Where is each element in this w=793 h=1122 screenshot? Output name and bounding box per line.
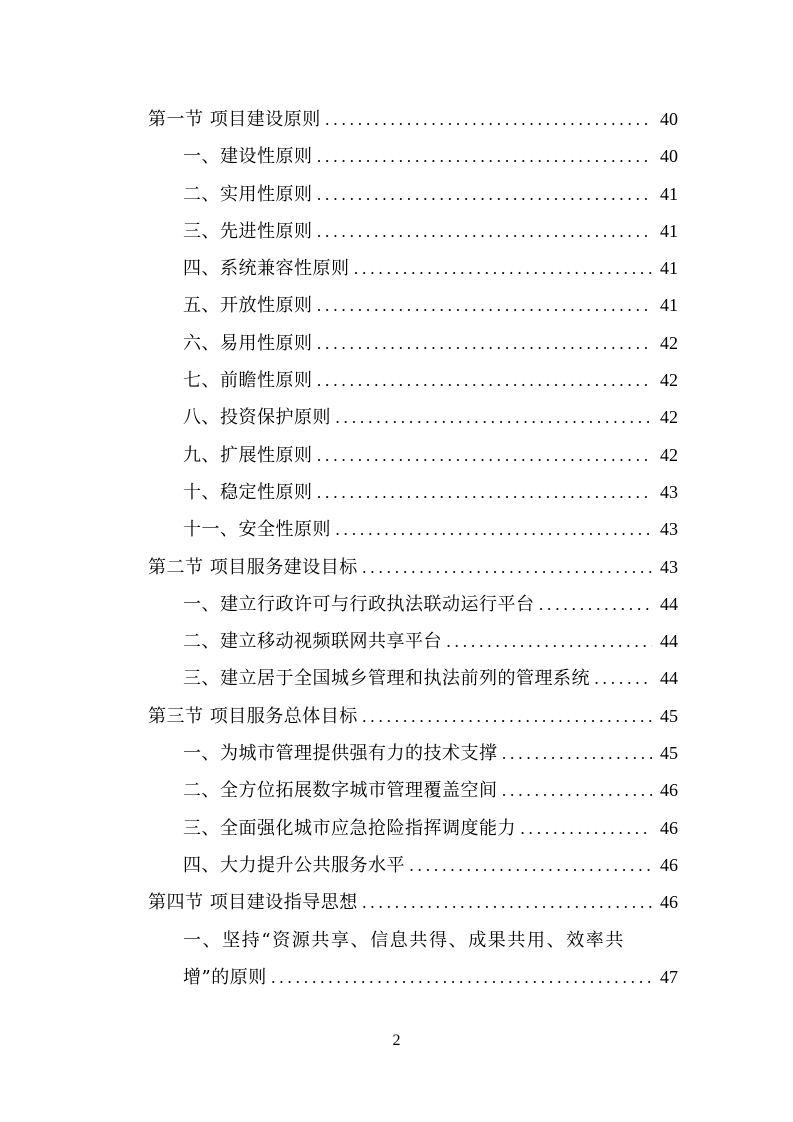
- toc-entry-label: 二、实用性原则: [183, 183, 313, 205]
- toc-leader-dots: [409, 847, 652, 884]
- toc-entry-label: 一、建立行政许可与行政执法联动运行平台: [183, 593, 535, 615]
- table-of-contents: [148, 101, 678, 996]
- toc-leader-dots: [335, 511, 652, 548]
- toc-entry-label: 二、全方位拓展数字城市管理覆盖空间: [183, 780, 498, 802]
- toc-leader-dots: [539, 586, 653, 623]
- toc-entry-page: 44: [660, 593, 678, 614]
- toc-entry-label: 一、坚持“资源共享、信息共得、成果共用、效率共: [183, 929, 625, 951]
- toc-section-entry[interactable]: [148, 549, 678, 586]
- toc-entry-page: 41: [660, 220, 678, 241]
- toc-entry-label: 八、投资保护原则: [183, 407, 331, 429]
- toc-leader-dots: [317, 287, 653, 324]
- toc-subsection-entry[interactable]: [148, 138, 678, 175]
- toc-leader-dots: [317, 474, 653, 511]
- toc-entry-page: 40: [660, 109, 678, 129]
- toc-subsection-entry[interactable]: [148, 250, 678, 287]
- toc-entry-label: 七、前瞻性原则: [183, 370, 313, 392]
- toc-leader-dots: [317, 176, 653, 213]
- toc-entry-page: 46: [660, 854, 678, 875]
- toc-entry-page: 41: [660, 183, 678, 204]
- toc-entry-page: 45: [660, 705, 678, 726]
- toc-leader-dots: [325, 101, 652, 138]
- toc-entry-page: 42: [660, 370, 678, 391]
- toc-entry-label: 二、建立移动视频联网共享平台: [183, 631, 442, 653]
- toc-entry-label: 三、全面强化城市应急抢险指挥调度能力: [183, 817, 516, 839]
- toc-entry-page: 41: [660, 295, 678, 316]
- toc-entry-label: 第二节 项目服务建设目标: [148, 556, 358, 578]
- toc-leader-dots: [354, 250, 653, 287]
- toc-subsection-entry[interactable]: [148, 660, 678, 697]
- toc-subsection-entry[interactable]: [148, 213, 678, 250]
- toc-subsection-entry[interactable]: [148, 586, 678, 623]
- toc-leader-dots: [446, 623, 652, 660]
- toc-list: [148, 101, 678, 922]
- toc-subsection-entry[interactable]: [148, 847, 678, 884]
- toc-leader-dots: [502, 735, 653, 772]
- toc-leader-dots: [594, 660, 652, 697]
- toc-entry-label: 第一节 项目建设原则: [148, 109, 321, 130]
- toc-subsection-entry[interactable]: [148, 474, 678, 511]
- toc-entry-label: 三、建立居于全国城乡管理和执法前列的管理系统: [183, 668, 590, 690]
- toc-entry-page: 46: [660, 892, 678, 913]
- toc-subsection-entry[interactable]: [148, 325, 678, 362]
- toc-entry-label: 增”的原则: [183, 966, 267, 988]
- toc-entry-label: 十、稳定性原则: [183, 481, 313, 503]
- toc-leader-dots: [362, 884, 652, 921]
- toc-entry-page: 47: [660, 966, 678, 987]
- toc-leader-dots: [317, 437, 653, 474]
- toc-leader-dots: [502, 772, 653, 809]
- toc-entry-label: 一、建设性原则: [183, 146, 313, 168]
- toc-leader-dots: [317, 138, 653, 175]
- toc-entry-page: 45: [660, 743, 678, 764]
- toc-subsection-entry[interactable]: [148, 623, 678, 660]
- toc-entry-label: 五、开放性原则: [183, 295, 313, 317]
- toc-entry-label: 九、扩展性原则: [183, 444, 313, 466]
- toc-entry-wrapped[interactable]: [148, 922, 678, 959]
- toc-leader-dots: [317, 213, 653, 250]
- toc-entry-label: 第四节 项目建设指导思想: [148, 892, 358, 914]
- toc-entry-page: 40: [660, 146, 678, 167]
- toc-subsection-entry[interactable]: [148, 772, 678, 809]
- page-number: 2: [392, 1032, 401, 1049]
- toc-leader-dots: [362, 698, 652, 735]
- toc-entry-label: 四、大力提升公共服务水平: [183, 854, 405, 876]
- toc-subsection-entry[interactable]: [148, 810, 678, 847]
- toc-entry-page: 46: [660, 817, 678, 838]
- toc-entry-label: 四、系统兼容性原则: [183, 258, 350, 280]
- toc-entry-page: 42: [660, 444, 678, 465]
- toc-entry-page: 43: [660, 556, 678, 577]
- toc-entry-wrapped-continuation[interactable]: [148, 959, 678, 996]
- toc-subsection-entry[interactable]: [148, 399, 678, 436]
- toc-entry-page: 46: [660, 780, 678, 801]
- toc-section-entry[interactable]: [148, 101, 678, 138]
- toc-subsection-entry[interactable]: [148, 511, 678, 548]
- toc-entry-label: 第三节 项目服务总体目标: [148, 705, 358, 727]
- toc-entry-page: 43: [660, 481, 678, 502]
- toc-entry-page: 42: [660, 407, 678, 428]
- toc-subsection-entry[interactable]: [148, 437, 678, 474]
- toc-leader-dots: [335, 399, 652, 436]
- toc-entry-page: 43: [660, 519, 678, 540]
- toc-entry-label: 三、先进性原则: [183, 220, 313, 242]
- toc-leader-dots: [271, 959, 652, 996]
- toc-entry-page: 41: [660, 258, 678, 279]
- toc-section-entry[interactable]: [148, 698, 678, 735]
- toc-subsection-entry[interactable]: [148, 362, 678, 399]
- toc-leader-dots: [362, 549, 652, 586]
- toc-subsection-entry[interactable]: [148, 735, 678, 772]
- toc-entry-page: 42: [660, 332, 678, 353]
- toc-subsection-entry[interactable]: [148, 176, 678, 213]
- toc-entry-label: 十一、安全性原则: [183, 519, 331, 541]
- toc-subsection-entry[interactable]: [148, 287, 678, 324]
- toc-leader-dots: [317, 325, 653, 362]
- toc-entry-label: 一、为城市管理提供强有力的技术支撑: [183, 743, 498, 765]
- toc-entry-page: 44: [660, 668, 678, 689]
- toc-entry-page: 44: [660, 631, 678, 652]
- toc-leader-dots: [520, 810, 652, 847]
- toc-leader-dots: [317, 362, 653, 399]
- toc-entry-label: 六、易用性原则: [183, 332, 313, 354]
- toc-section-entry[interactable]: [148, 884, 678, 921]
